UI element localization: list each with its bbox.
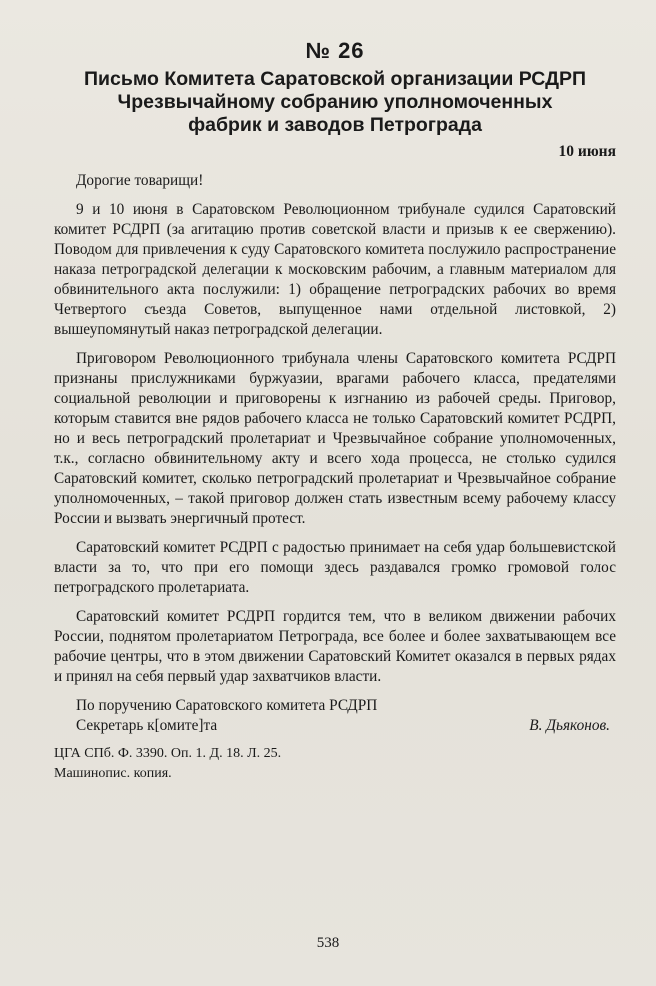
document-date: 10 июня	[558, 143, 616, 160]
paragraph: 9 и 10 июня в Саратовском Революционном трибунале судился Саратовский комитет РСДРП (за агитацию против советской власти и призыв к ее свержению). Поводом для привлечения к суду Саратовского комитета послужило распространение наказа петроградской делегации к московским рабочим, а главным материалом для обвинительного акта послужили: 1) обращение петроградских рабочих во время Четвертого съезда Советов, выпущенное нами отдельной листовкой, 2) вышеупомянутый наказ петроградской делегации.	[54, 201, 616, 338]
secretary-name: В. Дьяконов.	[529, 717, 610, 734]
copy-note: Машинопис. копия.	[54, 766, 172, 781]
secretary-row	[54, 716, 616, 736]
title-line: Чрезвычайному собранию уполномоченных	[117, 91, 553, 113]
title-line: Письмо Комитета Саратовской организации РСДРП	[83, 68, 587, 90]
document-number: № 26	[305, 38, 365, 63]
commission-line: По поручению Саратовского комитета РСДРП	[76, 697, 378, 714]
title-line: фабрик и заводов Петрограда	[188, 114, 482, 136]
secretary-label: Секретарь к[омите]та	[76, 717, 218, 734]
document-title	[54, 68, 616, 137]
paragraph: Саратовский комитет РСДРП гордится тем, что в великом движении рабочих России, поднятом пролетариатом Петрограда, все более и более захватывающем все рабочие центры, что в этом движении Саратовский Комитет оказался в первых рядах и принял на себя первый удар захватчиков власти.	[54, 608, 616, 685]
archive-reference: ЦГА СПб. Ф. 3390. Оп. 1. Д. 18. Л. 25.	[54, 746, 282, 761]
archive-info	[54, 744, 616, 784]
signature-block	[54, 696, 616, 736]
letter-body	[54, 200, 616, 687]
paragraph: Приговором Революционного трибунала члены Саратовского комитета РСДРП признаны прислужниками буржуазии, врагами рабочего класса, предателями социальной революции и приговорены к изгнанию из рабочей среды. Приговор, которым ставится вне рядов рабочего класса не только Саратовский комитет РСДРП, но и весь петроградский пролетариат и Чрезвычайное собрание уполномоченных, т.к., согласно обвинительному акту и всего хода процесса, не столько судился Саратовский комитет, сколько петроградский пролетариат и Чрезвычайное собрание уполномоченных, – такой приговор должен стать известным всему рабочему классу России и вызвать энергичный протест.	[54, 350, 616, 527]
page-number: 538	[316, 935, 340, 951]
greeting: Дорогие товарищи!	[76, 172, 204, 189]
paragraph: Саратовский комитет РСДРП с радостью принимает на себя удар большевистской власти за то, что при его помощи здесь раздавался громко громовой голос петроградского пролетариата.	[54, 539, 616, 596]
